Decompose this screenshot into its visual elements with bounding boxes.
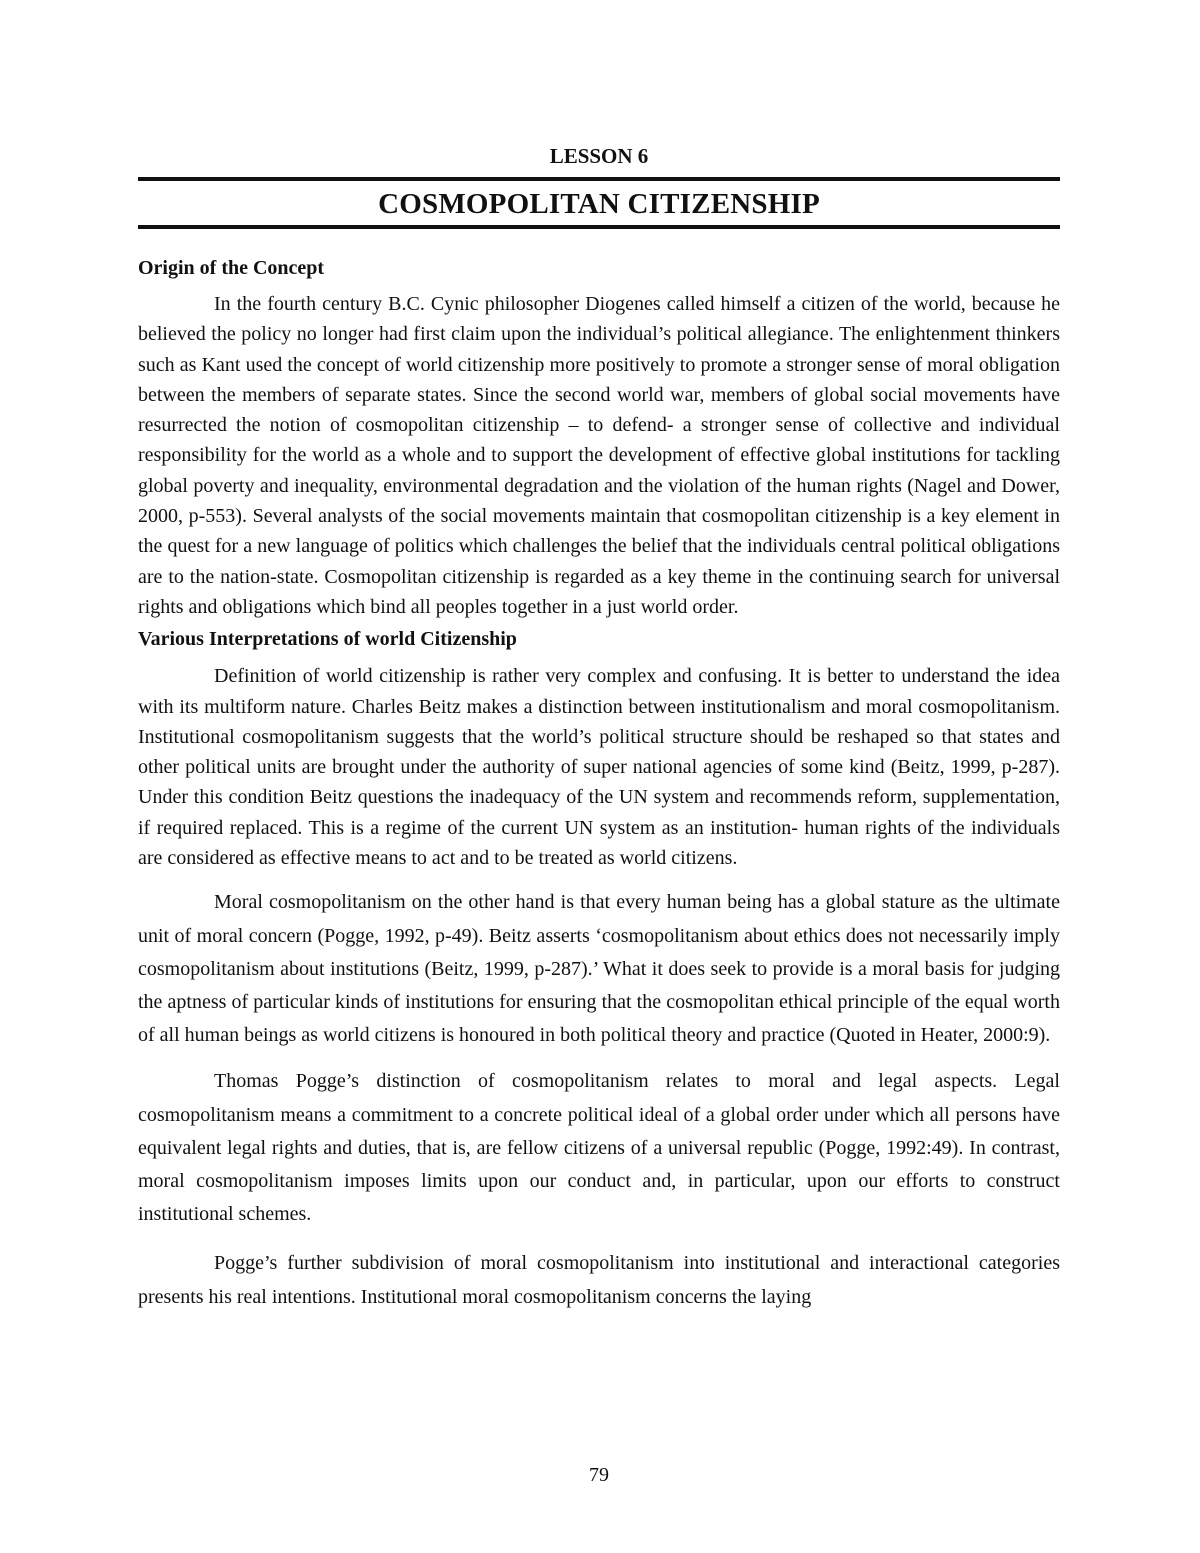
interpretations-heading: Various Interpretations of world Citizenship [138, 628, 517, 651]
title-top-rule [138, 177, 1060, 181]
interpretations-paragraph-3: Thomas Pogge’s distinction of cosmopolitanism relates to moral and legal aspects. Legal cosmopolitanism means a commitment to a concrete political ideal of a global order under which all persons have equivalent legal rights and duties, that is, are fellow citizens of a universal republic (Pogge, 1992:49). In contrast, moral cosmopolitanism imposes limits upon our conduct and, in particular, upon our efforts to construct institutional schemes. [138, 1070, 1060, 1226]
origin-paragraph: In the fourth century B.C. Cynic philosopher Diogenes called himself a citizen of the world, because he believed the policy no longer had first claim upon the individual’s political allegiance. The enlightenment thinkers such as Kant used the concept of world citizenship more positively to promote a stronger sense of moral obligation between the members of separate states. Since the second world war, members of global social movements have resurrected the notion of cosmopolitan citizenship – to defend- a stronger sense of collective and individual responsibility for the world as a whole and to support the development of effective global institutions for tackling global poverty and inequality, environmental degradation and the violation of the human rights (Nagel and Dower, 2000, p-553). Several analysts of the social movements maintain that cosmopolitan citizenship is a key element in the quest for a new language of politics which challenges the belief that the individuals central political obligations are to the nation-state. Cosmopolitan citizenship is regarded as a key theme in the continuing search for universal rights and obligations which bind all peoples together in a just world order. [138, 293, 1060, 618]
interpretations-paragraph-4: Pogge’s further subdivision of moral cosmopolitanism into institutional and interactional categories presents his real intentions. Institutional moral cosmopolitanism concerns the laying [138, 1252, 1060, 1308]
lesson-label: LESSON 6 [549, 144, 649, 168]
title-bottom-rule [138, 225, 1060, 229]
page-title: COSMOPOLITAN CITIZENSHIP [378, 188, 820, 220]
interpretations-paragraph-2: Moral cosmopolitanism on the other hand is that every human being has a global stature as the ultimate unit of moral concern (Pogge, 1992, p-49). Beitz asserts ‘cosmopolitanism about ethics does not necessarily imply cosmopolitanism about institutions (Beitz, 1999, p-287).’ What it does seek to provide is a moral basis for judging the aptness of particular kinds of institutions for ensuring that the cosmopolitan ethical principle of the equal worth of all human beings as world citizens is honoured in both political theory and practice (Quoted in Heater, 2000:9). [138, 891, 1060, 1047]
interpretations-paragraph-1: Definition of world citizenship is rather very complex and confusing. It is better to understand the idea with its multiform nature. Charles Beitz makes a distinction between institutionalism and moral cosmopolitanism. Institutional cosmopolitanism suggests that the world’s political structure should be reshaped so that states and other political units are brought under the authority of super national agencies of some kind (Beitz, 1999, p-287). Under this condition Beitz questions the inadequacy of the UN system and recommends reform, supplementation, if required replaced. This is a regime of the current UN system as an institution- human rights of the individuals are considered as effective means to act and to be treated as world citizens. [138, 665, 1060, 870]
origin-heading: Origin of the Concept [138, 257, 325, 279]
page-number: 79 [589, 1464, 609, 1486]
document-body [138, 253, 1060, 1314]
